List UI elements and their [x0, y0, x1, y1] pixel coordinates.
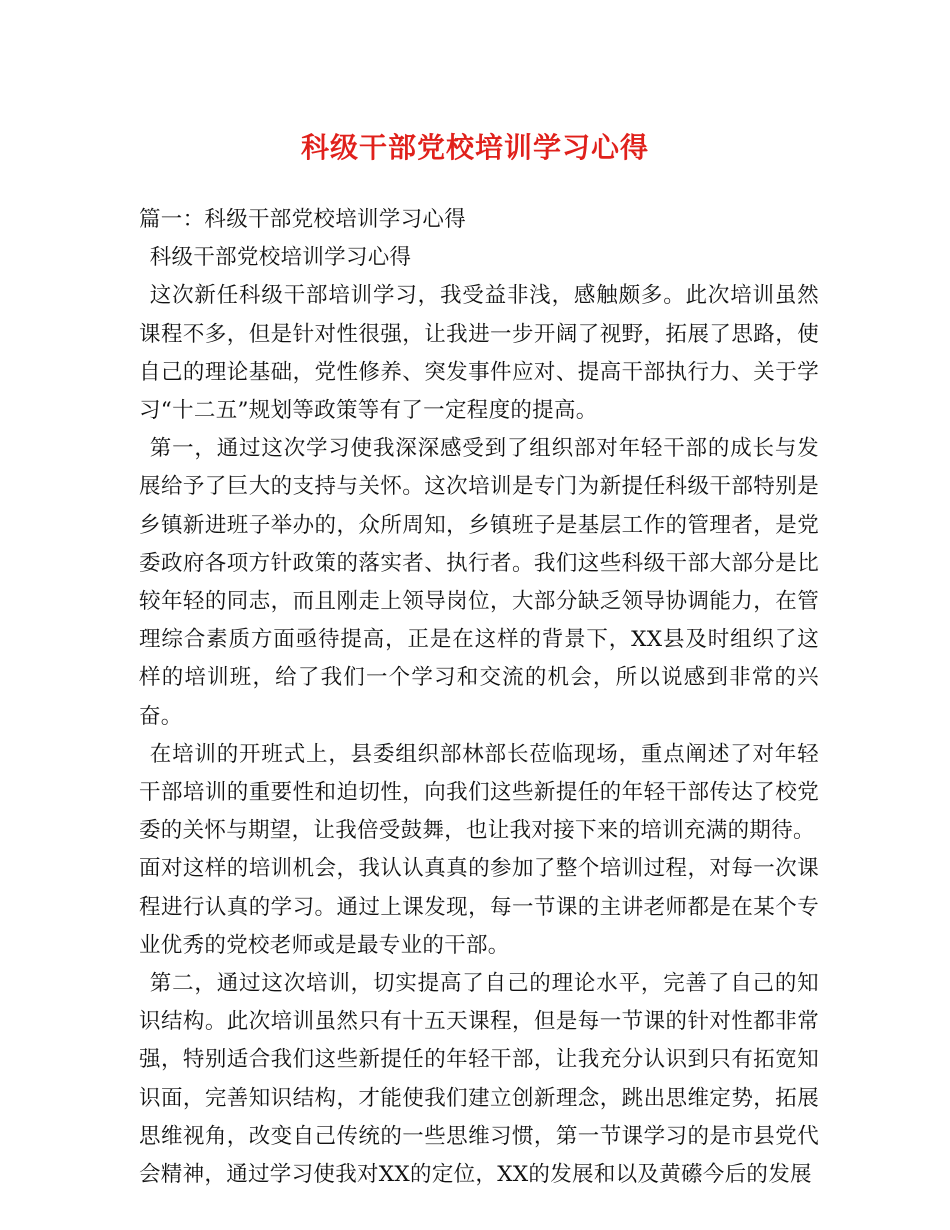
section-heading: 篇一：科级干部党校培训学习心得 — [139, 207, 467, 232]
paragraph-intro: 这次新任科级干部培训学习，我受益非浅，感触颇多。此次培训虽然课程不多，但是针对性很强，让我进一步开阔了视野，拓展了思路，使自己的理论基础，党性修养、突发事件应对、提高干部执行力、关于学习“十二五”规划等政策等有了一定程度的提高。 — [139, 283, 819, 424]
paragraph-opening-ceremony: 在培训的开班式上，县委组织部林部长莅临现场，重点阐述了对年轻干部培训的重要性和迫切性，向我们这些新提任的年轻干部传达了校党委的关怀与期望，让我倍受鼓舞，也让我对接下来的培训充满的期待。 — [139, 741, 819, 844]
document-title: 科级干部党校培训学习心得 — [300, 131, 649, 164]
paragraph-training-process: 面对这样的培训机会，我认认真真的参加了整个培训过程，对每一次课程进行认真的学习。通过上课发现，每一节课的主讲老师都是在某个专业优秀的党校老师或是最专业的干部。 — [139, 856, 819, 958]
document-body — [139, 201, 819, 1194]
sub-heading: 科级干部党校培训学习心得 — [149, 245, 412, 271]
paragraph-second: 第二，通过这次培训，切实提高了自己的理论水平，完善了自己的知识结构。此次培训虽然只有十五天课程，但是每一节课的针对性都非常强，特别适合我们这些新提任的年轻干部，让我充分认识到只有拓宽知识面，完善知识结构，才能使我们建立创新理念，跳出思维定势，拓展思维视角，改变自己传统的一些思维习惯，第一节课学习的是市县党代会精神，通过学习使我对XX的定位，XX的发展和以及黄礤今后的发展 — [139, 971, 819, 1188]
paragraph-first: 第一，通过这次学习使我深深感受到了组织部对年轻干部的成长与发展给予了巨大的支持与关怀。这次培训是专门为新提任科级干部特别是乡镇新进班子举办的，众所周知，乡镇班子是基层工作的管理者，是党委政府各项方针政策的落实者、执行者。我们这些科级干部大部分是比较年轻的同志，而且刚走上领导岗位，大部分缺乏领导协调能力，在管理综合素质方面亟待提高，正是在这样的背景下，XX县及时组织了这样的培训班，给了我们一个学习和交流的机会，所以说感到非常的兴奋。 — [139, 436, 819, 729]
